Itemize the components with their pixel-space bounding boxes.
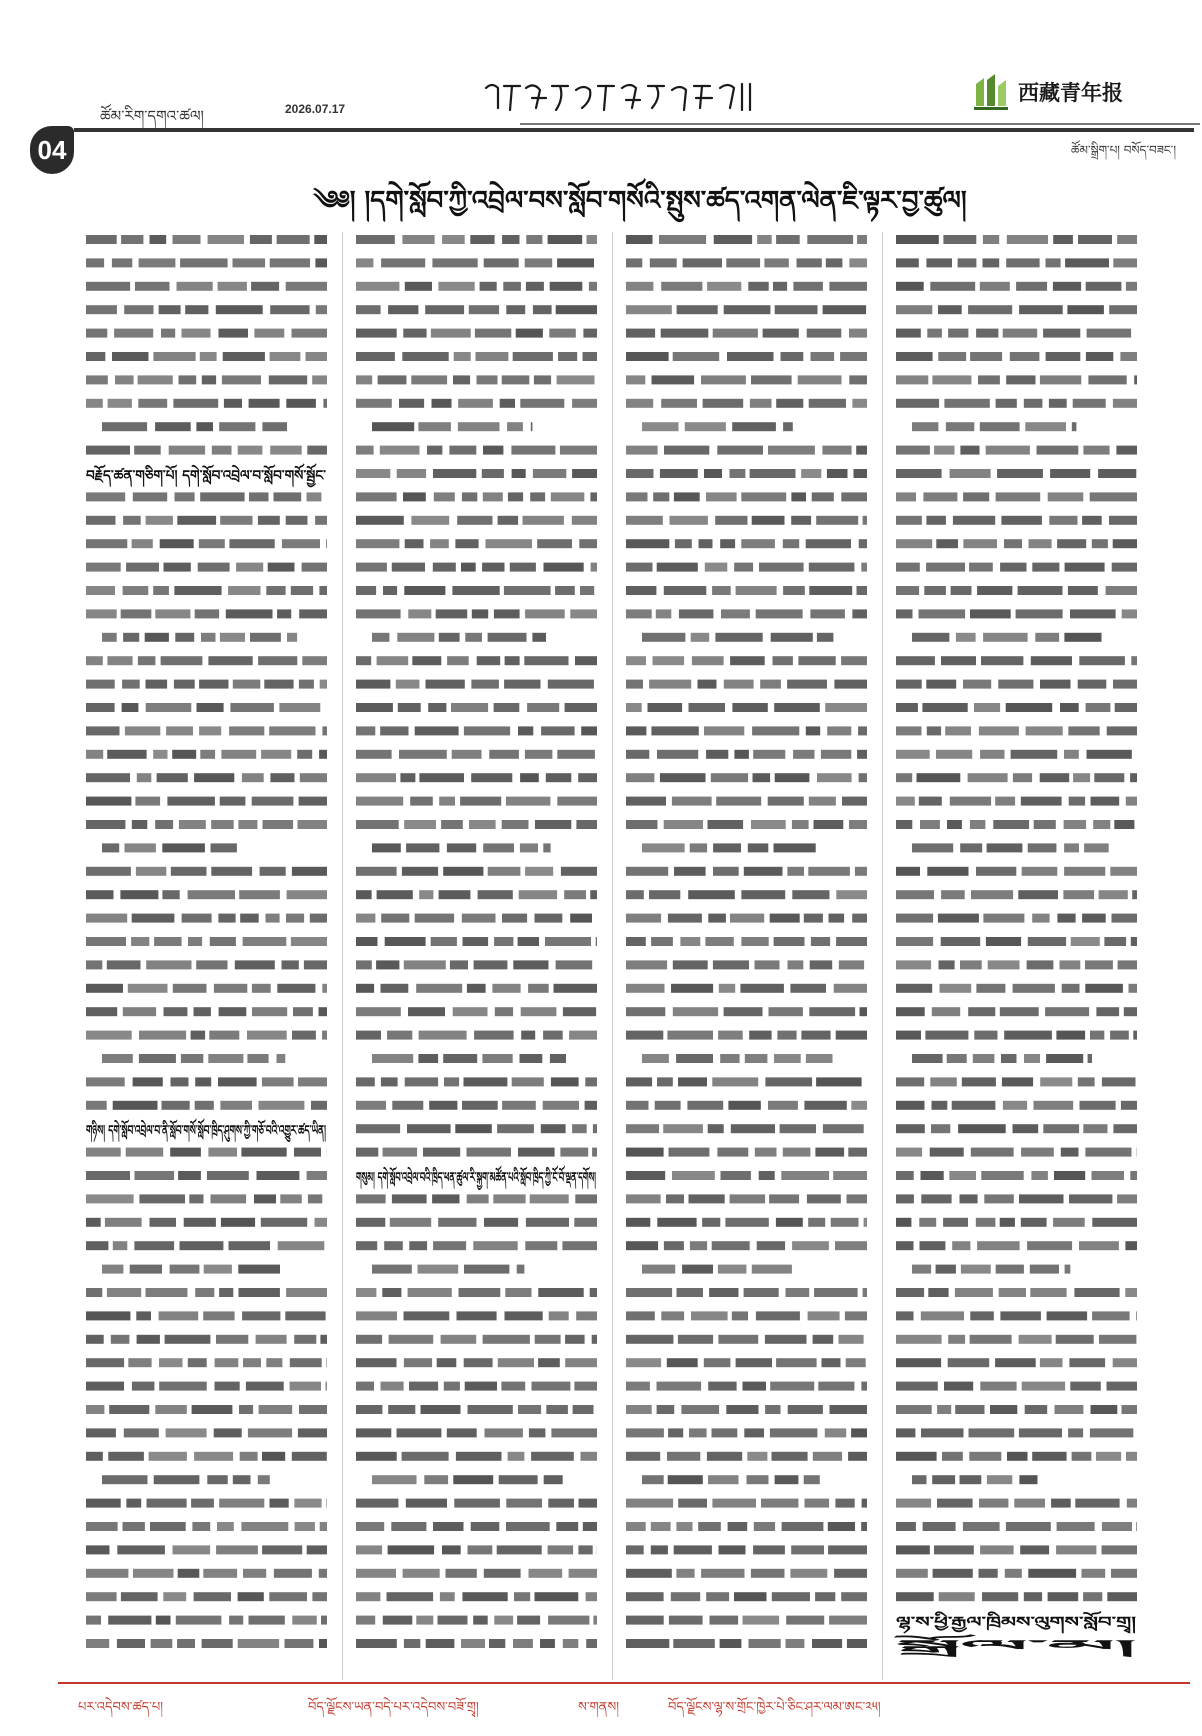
text-line — [356, 1077, 597, 1086]
author-signature: སྒྲོལ་མ། — [896, 1638, 932, 1654]
subhead: གཉིས། དགེ་སློབ་འབྲེལ་བ་ནི་སློབ་གསོ་སློབ་ཁྲིད་ཤུགས་ཀྱི་གཅོ་བའི་འགྱུར་ཚད་ཡིན། — [86, 1123, 463, 1140]
text-line — [626, 1569, 867, 1578]
text-line — [356, 1194, 597, 1203]
text-line — [626, 773, 867, 782]
headline-text: ༄༅། །དགེ་སློབ་ཀྱི་འབྲེལ་བས་སློབ་གསོའི་སྤུས་ཚད་འགན་ལེན་ཇི་ལྟར་བྱ་ཚུལ། — [313, 186, 967, 216]
text-line — [896, 446, 1137, 455]
text-line — [86, 282, 327, 291]
text-line — [356, 1311, 597, 1320]
text-line — [86, 1101, 327, 1110]
text-line — [896, 1101, 1137, 1110]
text-line — [626, 1101, 867, 1110]
text-line — [626, 1171, 867, 1180]
text-line — [86, 1171, 327, 1180]
text-line — [356, 1522, 597, 1531]
text-line — [626, 1545, 867, 1554]
text-line — [86, 1522, 327, 1531]
text-line — [626, 1616, 867, 1625]
text-line — [356, 1148, 597, 1157]
text-line — [626, 1335, 864, 1344]
text-line — [356, 1639, 597, 1648]
text-line — [626, 890, 867, 899]
text-line — [86, 399, 327, 408]
text-line — [86, 1007, 327, 1016]
text-line — [86, 1405, 327, 1414]
text-line — [626, 399, 867, 408]
text-line — [626, 1241, 867, 1250]
text-line — [86, 1194, 322, 1203]
text-line — [896, 1171, 1137, 1180]
text-line — [372, 1475, 563, 1484]
text-line — [626, 469, 867, 478]
text-line — [626, 258, 867, 267]
text-line — [896, 960, 1137, 969]
text-line — [626, 726, 867, 735]
text-line — [356, 1499, 597, 1508]
text-line — [356, 1382, 597, 1391]
text-line — [626, 539, 867, 548]
text-line — [356, 1545, 597, 1554]
text-line — [356, 539, 597, 548]
text-line — [912, 1265, 1070, 1274]
text-line — [102, 633, 297, 642]
text-line — [896, 750, 1132, 759]
text-line — [896, 703, 1137, 712]
text-line — [86, 1241, 324, 1250]
text-line — [626, 352, 867, 361]
text-line — [356, 1101, 597, 1110]
text-line — [626, 1639, 867, 1648]
text-line — [896, 1194, 1137, 1203]
text-line — [626, 1194, 867, 1203]
article-body — [84, 232, 1176, 1680]
column-divider — [612, 232, 613, 1680]
text-line — [626, 492, 867, 501]
text-line — [86, 1335, 327, 1344]
text-line — [896, 984, 1137, 993]
article-headline — [225, 180, 1055, 220]
text-line — [626, 703, 867, 712]
text-line — [356, 1428, 597, 1437]
footer-printer: བོད་ལྗོངས་ཡན་བདེ་པར་འདེབས་བཟོ་གྲྭ། — [308, 1700, 479, 1715]
text-line — [912, 633, 1102, 642]
text-line — [896, 1382, 1137, 1391]
text-line — [626, 1522, 867, 1531]
text-line — [86, 258, 327, 267]
text-line — [896, 586, 1137, 595]
text-line — [86, 539, 327, 548]
text-line — [896, 797, 1137, 806]
text-line — [86, 1499, 327, 1508]
closing-note: ལྷ་ས་ཕྱི་རྒྱལ་ཁྲིམས་ལུགས་སློབ་གྲྭ། — [896, 1614, 1053, 1631]
text-line — [626, 516, 867, 525]
text-line — [896, 773, 1137, 782]
text-line — [86, 1569, 327, 1578]
text-line — [626, 1031, 867, 1040]
text-line — [896, 352, 1137, 361]
text-line — [626, 1148, 867, 1157]
text-line — [372, 422, 532, 431]
subhead: བརྗོད་ཚན་གཅིག་པོ། དགེ་སློབ་འབྲེལ་བ་སློབ་གསོ་སྦྱོང་ — [86, 468, 334, 484]
text-line — [896, 539, 1137, 548]
text-line — [626, 1311, 867, 1320]
column-2 — [354, 232, 768, 1680]
text-line — [356, 914, 592, 923]
text-line — [626, 1007, 867, 1016]
text-line — [86, 305, 327, 314]
text-line — [626, 1288, 867, 1297]
text-line — [356, 937, 597, 946]
column-divider — [882, 232, 883, 1680]
text-line — [642, 1265, 792, 1274]
text-line — [642, 633, 833, 642]
text-line — [86, 773, 327, 782]
text-line — [86, 1218, 327, 1227]
text-line — [912, 1475, 1038, 1484]
text-line — [86, 680, 327, 689]
text-line — [896, 492, 1137, 501]
column-3 — [624, 232, 869, 1680]
text-line — [896, 1592, 1137, 1601]
text-line — [356, 258, 594, 267]
text-line — [372, 1265, 524, 1274]
text-line — [86, 1592, 327, 1601]
text-line — [896, 329, 1131, 338]
text-line — [896, 1358, 1137, 1367]
text-line — [626, 1382, 867, 1391]
text-line — [896, 1335, 1136, 1344]
text-line — [896, 820, 1134, 829]
text-line — [626, 1592, 867, 1601]
text-line — [86, 750, 327, 759]
text-line — [626, 867, 867, 876]
text-line — [896, 1077, 1136, 1086]
brand-name: 西藏青年报 — [1018, 80, 1123, 105]
text-line — [896, 375, 1137, 384]
footer-address: བོད་ལྗོངས་ལྷ་ས་གྲོང་ཁྱེར་པེ་ཅིང་ཤར་ལམ་ཨང་༢༥། — [668, 1700, 881, 1715]
text-line — [896, 1428, 1133, 1437]
text-line — [626, 656, 867, 665]
text-line — [356, 352, 597, 361]
text-line — [86, 820, 327, 829]
text-line — [896, 867, 1137, 876]
text-line — [356, 773, 597, 782]
text-line — [86, 586, 327, 595]
text-line — [896, 609, 1137, 618]
text-line — [626, 446, 867, 455]
text-line — [626, 609, 867, 618]
text-line — [356, 890, 597, 899]
text-line — [86, 352, 327, 361]
text-line — [86, 726, 327, 735]
text-line — [86, 375, 327, 384]
column-1 — [84, 232, 463, 1680]
text-line — [356, 1592, 597, 1601]
text-line — [86, 960, 327, 969]
text-line — [626, 1405, 867, 1414]
text-line — [356, 469, 597, 478]
text-line — [86, 1031, 327, 1040]
text-line — [356, 1569, 597, 1578]
header-rule — [74, 128, 1194, 132]
text-line — [356, 305, 597, 314]
text-line — [642, 422, 793, 431]
brand — [972, 72, 1123, 112]
text-line — [356, 1007, 596, 1016]
text-line — [86, 1616, 327, 1625]
text-line — [86, 1382, 327, 1391]
text-line — [356, 1241, 597, 1250]
text-line — [86, 1288, 327, 1297]
text-line — [896, 1241, 1137, 1250]
text-line — [356, 235, 597, 244]
text-line — [626, 586, 867, 595]
text-line — [626, 750, 867, 759]
text-line — [912, 1054, 1092, 1063]
text-line — [626, 680, 867, 689]
text-line — [356, 516, 597, 525]
text-line — [896, 516, 1137, 525]
text-line — [896, 1405, 1137, 1414]
text-line — [356, 1358, 597, 1367]
text-line — [896, 680, 1137, 689]
text-line — [626, 375, 867, 384]
text-line — [356, 563, 597, 572]
text-line — [102, 1475, 270, 1484]
text-line — [86, 446, 327, 455]
text-line — [896, 1452, 1137, 1461]
text-line — [356, 1218, 597, 1227]
text-line — [642, 1054, 833, 1063]
text-line — [626, 1428, 867, 1437]
text-line — [626, 282, 867, 291]
newspaper-masthead — [480, 78, 765, 116]
brand-logo-icon — [972, 72, 1010, 112]
text-line — [896, 937, 1137, 946]
text-line — [896, 1499, 1137, 1508]
text-line — [86, 1311, 326, 1320]
text-line — [626, 1452, 867, 1461]
text-line — [356, 1031, 597, 1040]
text-line — [896, 1218, 1137, 1227]
text-line — [896, 1124, 1137, 1133]
text-line — [356, 820, 597, 829]
text-line — [356, 867, 597, 876]
text-line — [896, 656, 1137, 665]
text-line — [86, 1452, 327, 1461]
text-line — [86, 1358, 327, 1367]
text-line — [896, 1522, 1137, 1531]
text-line — [896, 726, 1137, 735]
text-line — [86, 937, 327, 946]
text-line — [896, 1311, 1137, 1320]
text-line — [86, 1639, 327, 1648]
text-line — [86, 984, 327, 993]
text-line — [356, 1288, 597, 1297]
text-line — [86, 1148, 327, 1157]
footer-address-label: ས་གནས། — [578, 1700, 619, 1715]
text-line — [86, 609, 327, 618]
text-line — [356, 1452, 597, 1461]
text-line — [372, 843, 551, 852]
text-line — [356, 984, 597, 993]
text-line — [86, 890, 327, 899]
text-line — [912, 422, 1076, 431]
page-header — [0, 0, 1202, 190]
text-line — [102, 843, 237, 852]
text-line — [896, 399, 1137, 408]
text-line — [356, 446, 597, 455]
text-line — [356, 375, 595, 384]
text-line — [626, 984, 867, 993]
text-line — [626, 937, 867, 946]
column-4 — [894, 232, 1139, 1680]
text-line — [896, 914, 1137, 923]
text-line — [626, 1124, 864, 1133]
text-line — [356, 329, 597, 338]
text-line — [896, 469, 1136, 478]
text-line — [372, 633, 546, 642]
text-line — [356, 282, 597, 291]
text-line — [896, 890, 1137, 899]
text-line — [912, 843, 1109, 852]
text-line — [626, 914, 867, 923]
footer-printer-label: པར་འདེབས་ཚད་པ། — [78, 1700, 164, 1715]
text-line — [356, 1616, 597, 1625]
issue-date: 2026.07.17 — [285, 102, 346, 116]
text-line — [896, 563, 1137, 572]
text-line — [626, 1218, 867, 1227]
text-line — [896, 1148, 1137, 1157]
text-line — [356, 1124, 597, 1133]
text-line — [626, 305, 866, 314]
text-line — [896, 1545, 1137, 1554]
text-line — [626, 797, 867, 806]
text-line — [102, 1054, 285, 1063]
text-line — [896, 258, 1137, 267]
text-line — [356, 703, 597, 712]
text-line — [896, 1031, 1137, 1040]
page-footer — [58, 1682, 1190, 1718]
text-line — [896, 305, 1137, 314]
text-line — [356, 726, 597, 735]
text-line — [86, 703, 320, 712]
text-line — [86, 1428, 327, 1437]
column-divider — [342, 232, 343, 1680]
text-line — [86, 329, 327, 338]
page-number: 04 — [30, 126, 74, 174]
header-rule-thin — [520, 123, 1200, 125]
text-line — [626, 329, 867, 338]
text-line — [86, 1545, 327, 1554]
text-line — [896, 235, 1137, 244]
text-line — [626, 235, 867, 244]
section-name: ཚོམ་རིག་དགའ་ཚལ། — [100, 107, 204, 125]
text-line — [372, 1054, 566, 1063]
text-line — [86, 797, 327, 806]
subhead: གསུམ། དགེ་སློབ་འབྲེལ་བའི་ཁྲིད་ཕན་ཚུལ་རི་སྐྱག་མཚོན་པའི་སློབ་ཁྲིད་ཀྱི་ངོ་བོ་ལྡན་དགོས། — [356, 1170, 768, 1186]
text-line — [626, 563, 867, 572]
text-line — [896, 1007, 1137, 1016]
text-line — [896, 1288, 1137, 1297]
text-line — [102, 1265, 280, 1274]
text-line — [626, 1077, 862, 1086]
text-line — [86, 235, 327, 244]
text-line — [86, 563, 327, 572]
text-line — [626, 820, 867, 829]
text-line — [356, 960, 592, 969]
text-line — [356, 586, 594, 595]
text-line — [356, 399, 597, 408]
text-line — [896, 282, 1137, 291]
text-line — [356, 609, 597, 618]
text-line — [86, 516, 327, 525]
text-line — [626, 1499, 867, 1508]
text-line — [86, 656, 327, 665]
text-line — [356, 750, 595, 759]
text-line — [642, 843, 816, 852]
text-line — [642, 1475, 820, 1484]
text-line — [356, 492, 597, 501]
text-line — [356, 680, 594, 689]
text-line — [356, 1405, 594, 1414]
text-line — [626, 1358, 866, 1367]
text-line — [356, 797, 597, 806]
text-line — [356, 1335, 597, 1344]
text-line — [626, 960, 864, 969]
text-line — [86, 914, 327, 923]
text-line — [86, 492, 321, 501]
text-line — [86, 867, 327, 876]
text-line — [896, 1569, 1137, 1578]
text-line — [86, 1077, 327, 1086]
text-line — [356, 656, 597, 665]
editor-credit: ཚོམ་སྒྲིག་པ། བསོད་བཟང་། — [1071, 143, 1176, 157]
text-line — [102, 422, 287, 431]
